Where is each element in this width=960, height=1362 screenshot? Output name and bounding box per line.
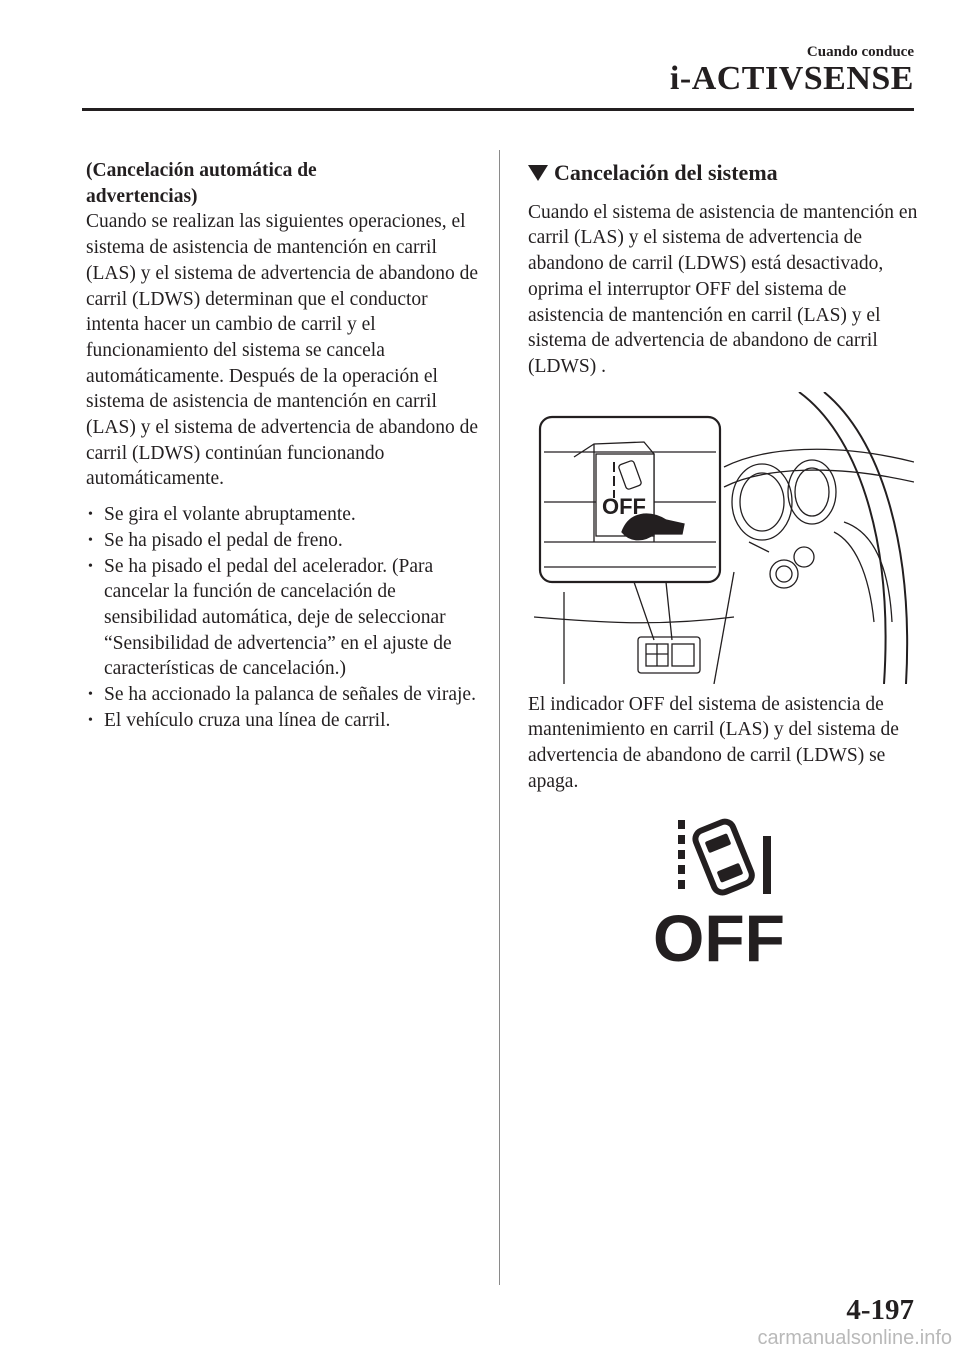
list-item: • Se ha accionado la palanca de señales de viraje.: [86, 682, 481, 708]
list-item: • Se ha pisado el pedal del acelerador. (Para cancelar la función de cancelación de sensibilidad automática, deje de seleccionar “Sensibilidad de advertencia” en el ajuste de características de cancelación.): [86, 554, 481, 683]
watermark: carmanualsonline.info: [757, 1327, 952, 1349]
right-paragraph-2: El indicador OFF del sistema de asistencia de mantenimiento en carril (LAS) y del sistema de advertencia de abandono de carril (LDWS) se apaga.: [528, 693, 899, 792]
section-title-text: Cancelación del sistema: [554, 160, 778, 185]
dashboard-switch-illustration: [534, 392, 914, 684]
left-heading: [86, 158, 481, 209]
list-item: • Se ha pisado el pedal de freno.: [86, 528, 481, 554]
figure-off-label: OFF: [602, 493, 646, 519]
list-item: • El vehículo cruza una línea de carril.: [86, 708, 481, 734]
left-heading-line1: (Cancelación automática de: [86, 160, 317, 181]
header-rule: [82, 108, 914, 111]
page-number: 4-197: [846, 1294, 914, 1326]
section-title: [528, 160, 918, 186]
cancel-conditions-list: [86, 502, 481, 733]
left-column: [86, 158, 481, 733]
header-chapter-title: i-ACTIVSENSE: [669, 60, 914, 97]
lane-departure-off-icon: [654, 816, 784, 966]
column-divider: [499, 150, 500, 1285]
icon-off-text: OFF: [654, 901, 784, 967]
header-section-title: Cuando conduce: [806, 44, 914, 60]
triangle-marker-icon: [528, 165, 548, 181]
right-paragraph-1: Cuando el sistema de asistencia de mantención en carril (LAS) y el sistema de advertencia de abandono de carril (LDWS) está desactivado, oprima el interruptor OFF del sistema de asistencia de mantención en carril (LAS) y el sistema de advertencia de abandono de carril (LDWS) .: [528, 201, 918, 377]
las-ldws-off-indicator: [654, 816, 918, 974]
left-paragraph: Cuando se realizan las siguientes operaciones, el sistema de asistencia de mantención en carril (LAS) y el sistema de advertencia de abandono de carril (LDWS) determinan que el conductor intenta hacer un cambio de carril y el funcionamiento del sistema se cancela automáticamente. Después de la operación el sistema de asistencia de mantención en carril (LAS) y el sistema de advertencia de abandono de carril (LDWS) continúan funcionando automáticamente.: [86, 211, 479, 490]
right-column: [528, 158, 918, 974]
list-item: • Se gira el volante abruptamente.: [86, 502, 481, 528]
left-heading-line2: advertencias): [86, 185, 198, 207]
